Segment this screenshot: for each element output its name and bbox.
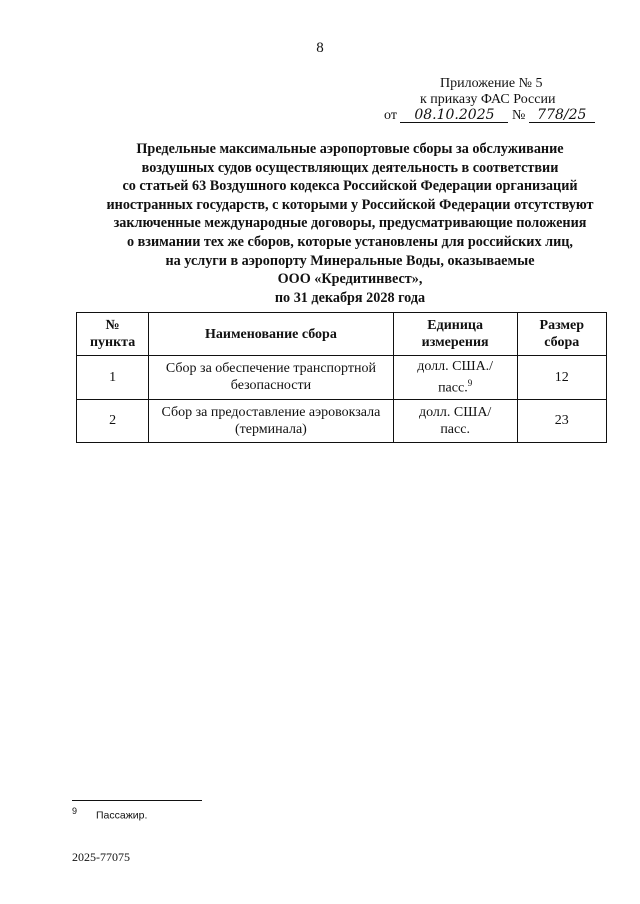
cell-unit: долл. США/ пасс. bbox=[393, 399, 517, 442]
footnote-text: Пассажир. bbox=[96, 809, 148, 822]
appendix-title: Приложение № 5 bbox=[440, 76, 543, 91]
cell-fee-name: Сбор за обеспечение транспортной безопасности bbox=[149, 356, 394, 400]
heading-line: на услуги в аэропорту Минеральные Воды, оказываемые bbox=[165, 252, 535, 269]
heading-line: ООО «Кредитинвест», bbox=[277, 271, 423, 288]
table-row bbox=[77, 356, 607, 400]
handwritten-number: 778/25 bbox=[529, 108, 595, 123]
footnote-reference: 9 bbox=[467, 378, 473, 388]
header-unit: Единица измерения bbox=[393, 313, 517, 356]
document-heading bbox=[60, 140, 640, 307]
header-fee-name: Наименование сбора bbox=[149, 313, 394, 356]
cell-unit: долл. США./ пасс.$^9$ bbox=[393, 356, 517, 400]
fees-table bbox=[76, 312, 607, 443]
cell-fee-size: 23 bbox=[517, 399, 606, 442]
heading-line: по 31 декабря 2028 года bbox=[274, 289, 426, 306]
footnote-mark: 9 bbox=[72, 806, 78, 816]
cell-item-number: 2 bbox=[77, 399, 149, 442]
heading-line: иностранных государств, с которыми у Российской Федерации отсутствуют bbox=[106, 196, 594, 213]
heading-line: о взимании тех же сборов, которые установлены для российских лиц, bbox=[127, 233, 573, 250]
number-label: № bbox=[511, 108, 526, 123]
header-fee-size: Размер сбора bbox=[517, 313, 606, 356]
page-number: 8 bbox=[316, 40, 324, 56]
header-item-number: № пункта bbox=[77, 313, 149, 356]
cell-fee-size: 12 bbox=[517, 356, 606, 400]
cell-item-number: 1 bbox=[77, 356, 149, 400]
heading-line: Предельные максимальные аэропортовые сборы за обслуживание bbox=[136, 141, 564, 157]
footnote-divider bbox=[72, 800, 202, 801]
heading-line: заключенные международные договоры, предусматривающие положения bbox=[113, 215, 587, 232]
cell-fee-name: Сбор за предоставление аэровокзала (терминала) bbox=[149, 399, 394, 442]
from-label: от bbox=[384, 108, 397, 123]
table-row bbox=[77, 399, 607, 442]
heading-line: со статьей 63 Воздушного кодекса Российской Федерации организаций bbox=[122, 178, 578, 195]
appendix-order-ref: к приказу ФАС России bbox=[420, 92, 556, 107]
appendix-block bbox=[420, 76, 555, 108]
document-code: 2025-77075 bbox=[72, 850, 130, 864]
footnote bbox=[72, 806, 147, 822]
order-date-number-line bbox=[384, 108, 595, 124]
table-header-row bbox=[77, 313, 607, 356]
heading-line: воздушных судов осуществляющих деятельность в соответствии bbox=[141, 159, 559, 176]
handwritten-date: 08.10.2025 bbox=[400, 108, 508, 123]
